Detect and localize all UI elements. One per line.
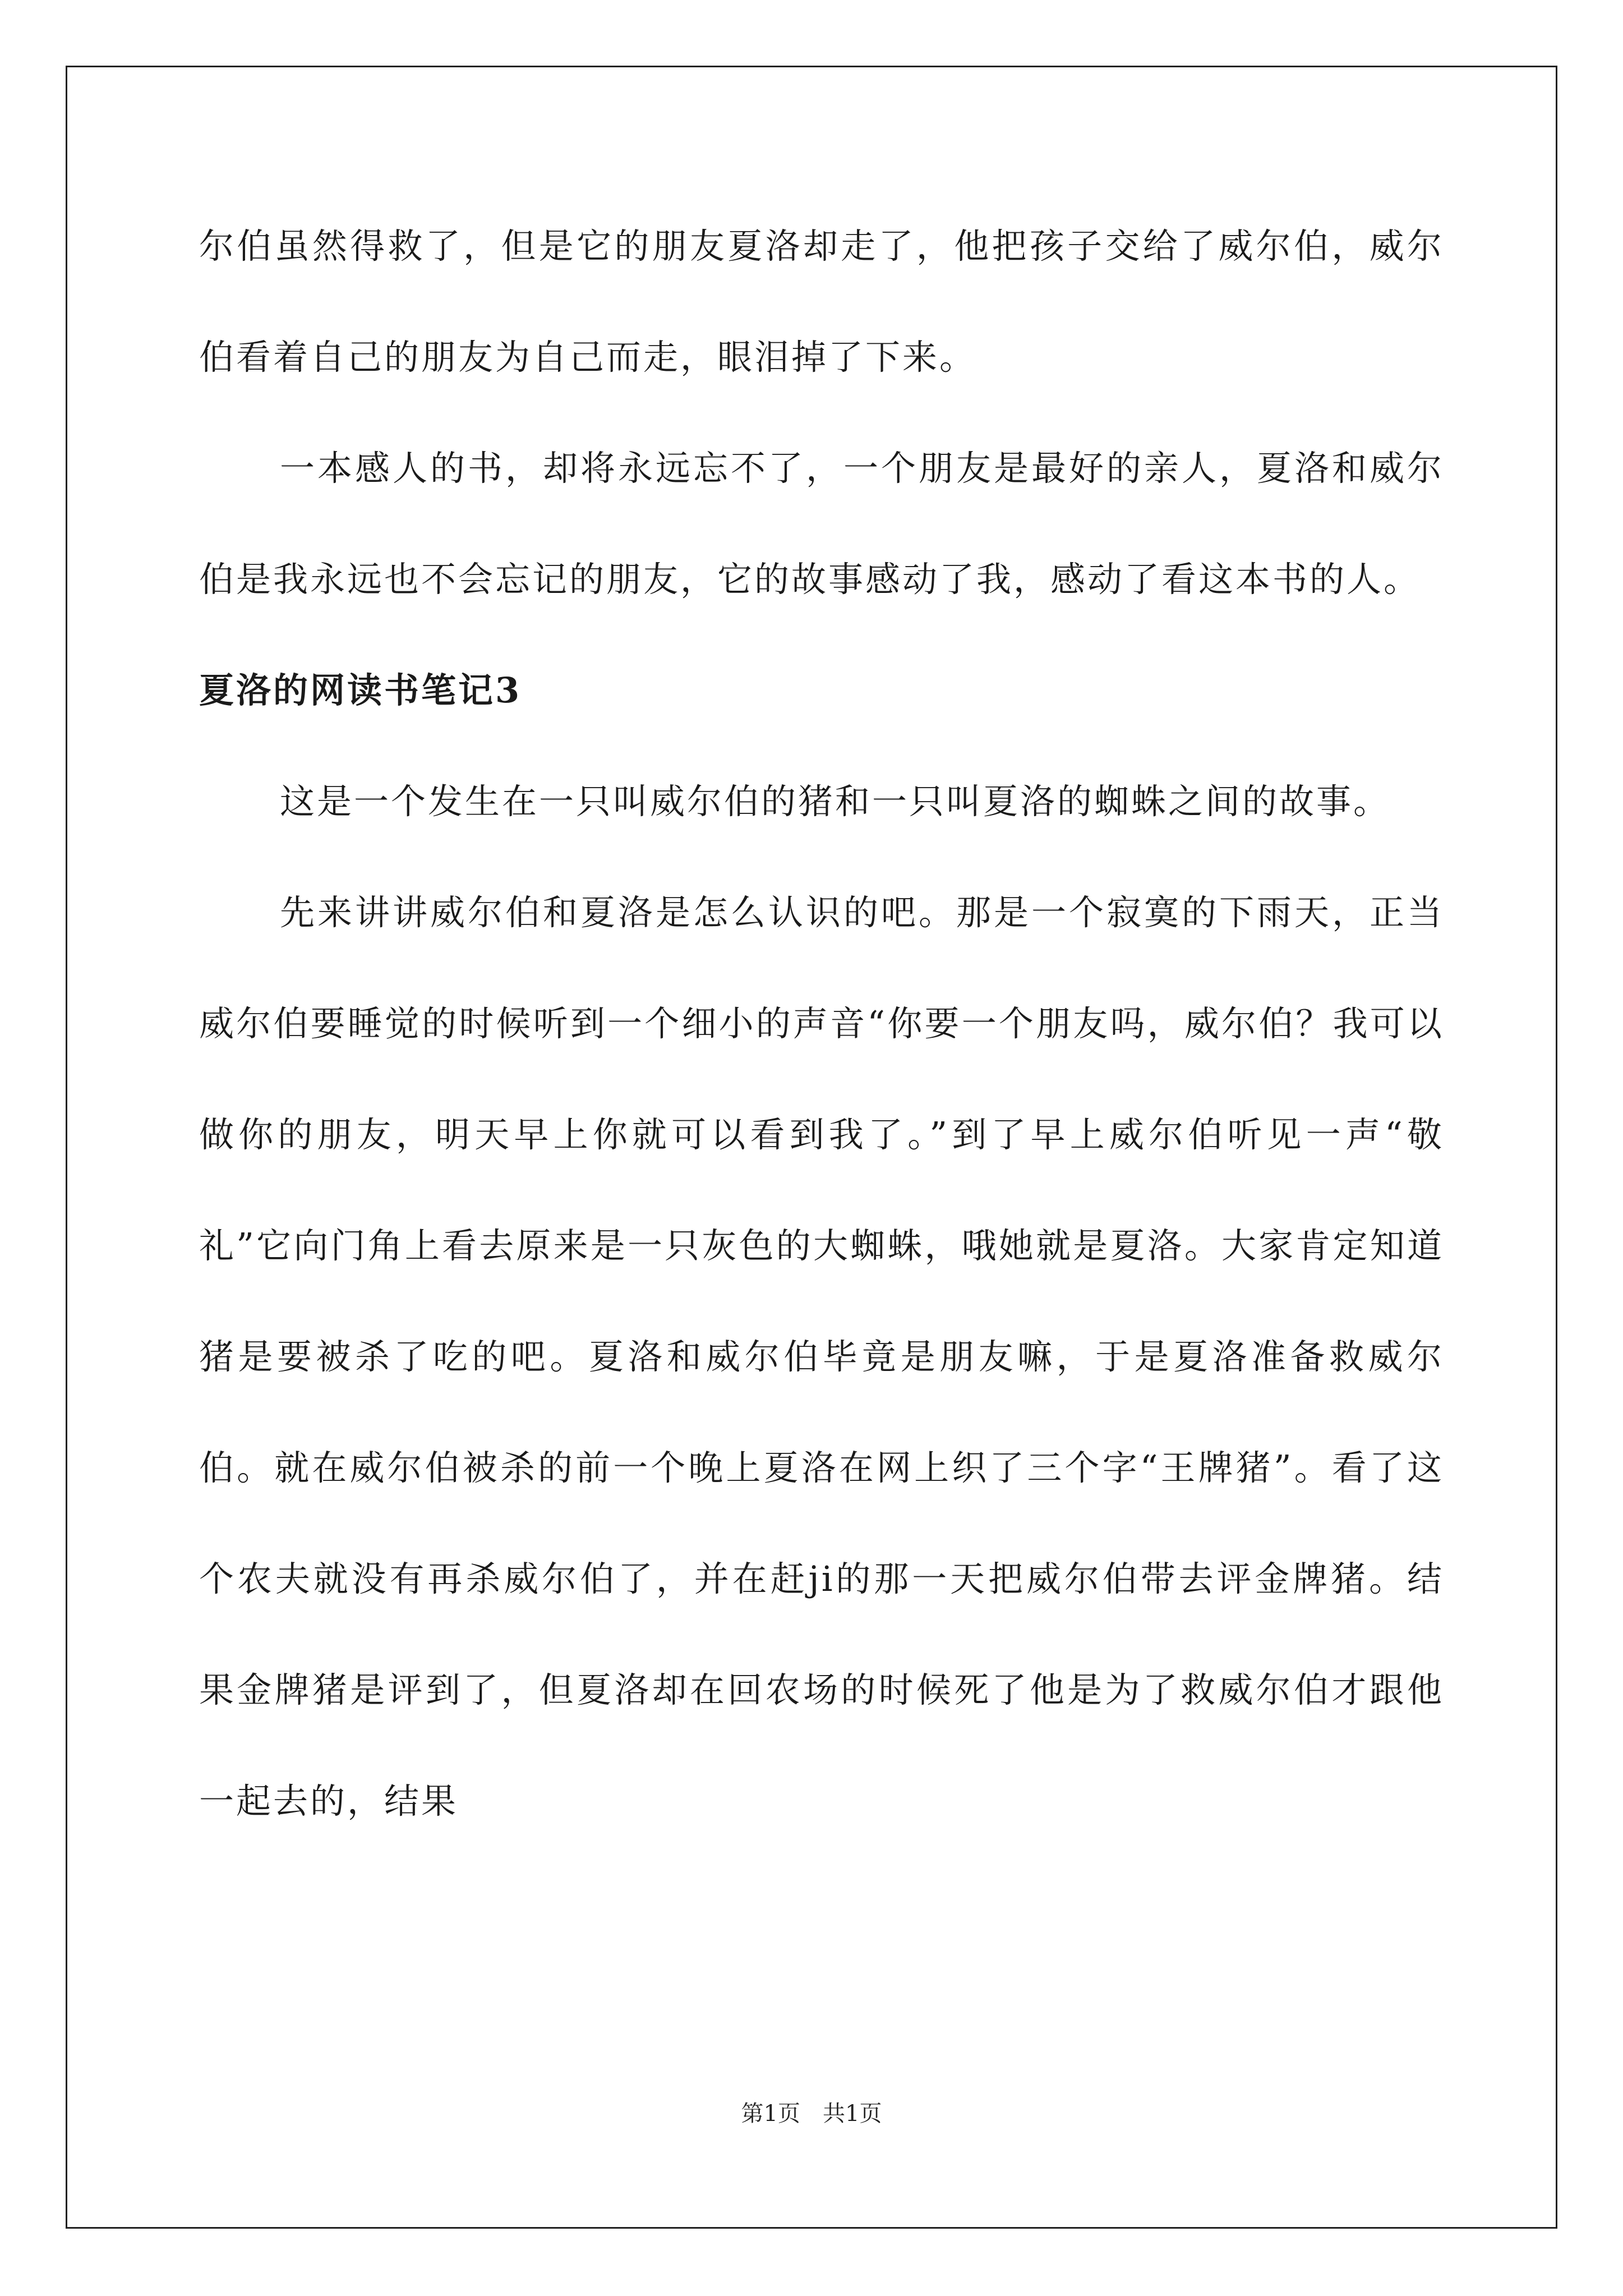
page-total: 共1页 (823, 2101, 882, 2127)
paragraph-2: 一本感人的书，却将永远忘不了，一个朋友是最好的亲人，夏洛和威尔伯是我永远也不会忘记的朋友，它的故事感动了我，感动了看这本书的人。 (199, 448, 1444, 600)
page-footer (0, 2097, 1623, 2131)
paragraph-4: 先来讲讲威尔伯和夏洛是怎么认识的吧。那是一个寂寞的下雨天，正当威尔伯要睡觉的时候听到一个细小的声音“你要一个朋友吗，威尔伯？我可以做你的朋友，明天早上你就可以看到我了。”到了早上威尔伯听见一声“敬礼”它向门角上看去原来是一只灰色的大蜘蛛，哦她就是夏洛。大家肯定知道猪是要被杀了吃的吧。夏洛和威尔伯毕竟是朋友嘛，于是夏洛准备救威尔伯。就在威尔伯被杀的前一个晚上夏洛在网上织了三个字“王牌猪”。看了这个农夫就没有再杀威尔伯了，并在赶ji的那一天把威尔伯带去评金牌猪。结果金牌猪是评到了，但夏洛却在回农场的时候死了他是为了救威尔伯才跟他一起去的，结果 (199, 892, 1444, 1821)
document-body (199, 191, 1444, 1857)
paragraph-1: 尔伯虽然得救了，但是它的朋友夏洛却走了，他把孩子交给了威尔伯，威尔伯看着自己的朋友为自己而走，眼泪掉了下来。 (199, 226, 1444, 378)
page-number: 第1页 (741, 2101, 800, 2127)
section-heading: 夏洛的网读书笔记3 (199, 670, 522, 711)
paragraph-3: 这是一个发生在一只叫威尔伯的猪和一只叫夏洛的蜘蛛之间的故事。 (280, 781, 1391, 822)
